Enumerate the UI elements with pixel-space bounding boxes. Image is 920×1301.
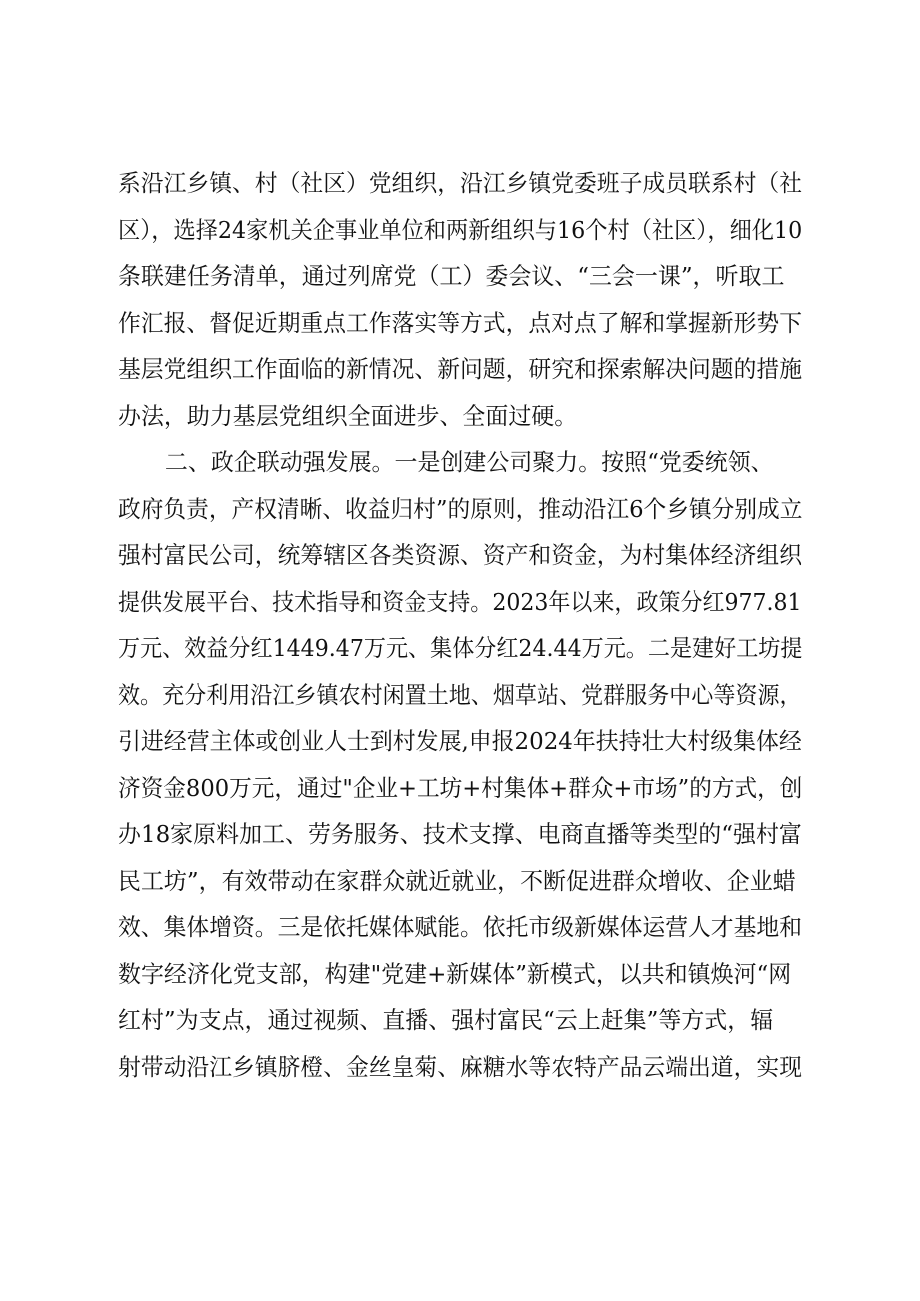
text-line-1: 系沿江乡镇、村（社区）党组织，沿江乡镇党委班子成员联系村（社 bbox=[118, 169, 802, 197]
text-line-12: 效。充分利用沿江乡镇农村闲置土地、烟草站、党群服务中心等资源， bbox=[118, 680, 802, 709]
text-line-4: 作汇报、督促近期重点工作落实等方式，点对点了解和掌握新形势下 bbox=[118, 308, 802, 337]
text-line-11: 万元、效益分红1449.47万元、集体分红24.44万元。二是建好工坊提 bbox=[118, 634, 803, 662]
text-line-17: 效、集体增资。三是依托媒体赋能。依托市级新媒体运营人才基地和 bbox=[118, 913, 802, 941]
text-line-19: 红村”为支点，通过视频、直播、强村富民“云上赶集”等方式，辐 bbox=[118, 1006, 774, 1034]
text-line-13: 引进经营主体或创业人士到村发展,申报2024年扶持壮大村级集体经 bbox=[118, 727, 802, 755]
text-line-15: 办18家原料加工、劳务服务、技术支撑、电商直播等类型的“强村富 bbox=[118, 820, 802, 848]
text-line-2: 区），选择24家机关企事业单位和两新组织与16个村（社区），细化10 bbox=[118, 215, 803, 244]
text-line-10: 提供发展平台、技术指导和资金支持。2023年以来，政策分红977.81 bbox=[118, 587, 802, 616]
text-line-8: 政府负责，产权清晰、收益归村”的原则，推动沿江6个乡镇分别成立 bbox=[118, 494, 803, 523]
text-line-9: 强村富民公司，统筹辖区各类资源、资产和资金，为村集体经济组织 bbox=[118, 541, 802, 569]
text-line-6: 办法，助力基层党组织全面进步、全面过硬。 bbox=[118, 401, 578, 430]
text-line-5: 基层党组织工作面临的新情况、新问题，研究和探索解决问题的措施 bbox=[118, 355, 802, 383]
text-line-16: 民工坊”，有效带动在家群众就近就业，不断促进群众增收、企业蜡 bbox=[118, 866, 796, 895]
text-line-14: 济资金800万元，通过"企业+工坊+村集体+群众+市场”的方式，创 bbox=[118, 773, 803, 802]
text-line-3: 条联建任务清单，通过列席党（工）委会议、“三会一课”，听取工 bbox=[118, 262, 785, 290]
text-line-20: 射带动沿江乡镇脐橙、金丝皇菊、麻糖水等农特产品云端出道，实现 bbox=[118, 1052, 802, 1081]
text-line-7-paragraph-start: 二、政企联动强发展。一是创建公司聚力。按照“党委统领、 bbox=[164, 448, 774, 476]
document-body bbox=[118, 160, 818, 1090]
text-line-18: 数字经济化党支部，构建"党建+新媒体”新模式，以共和镇焕河“网 bbox=[118, 959, 792, 988]
